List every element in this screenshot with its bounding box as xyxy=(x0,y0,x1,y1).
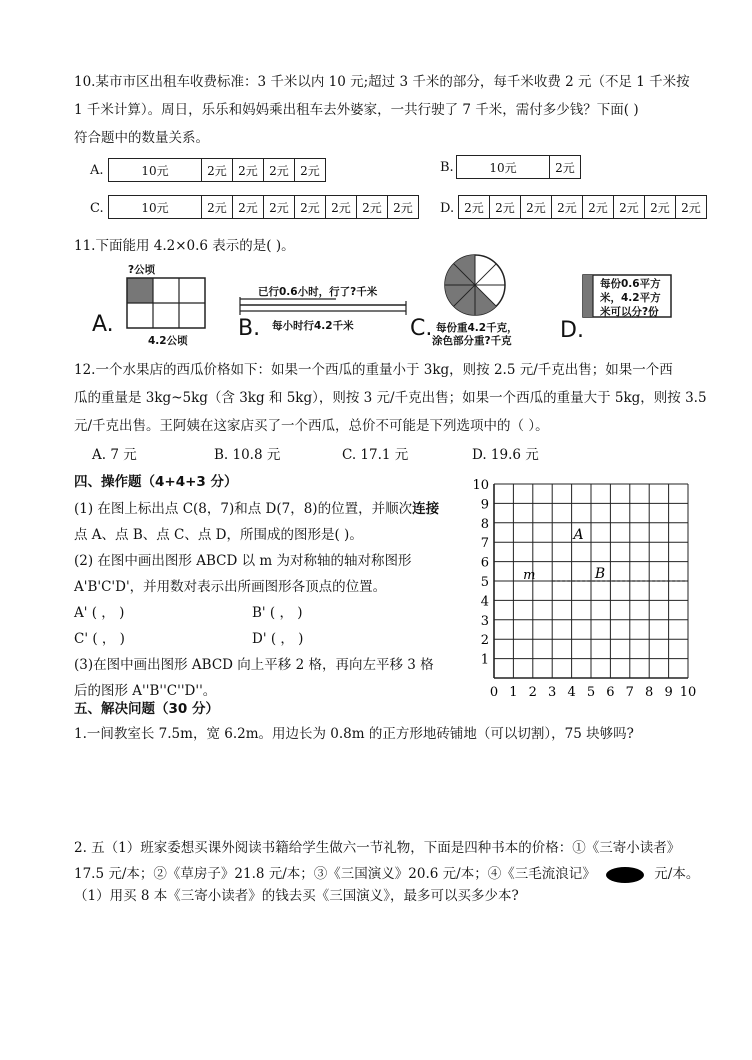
label-point-a: A xyxy=(573,527,584,544)
x-tick-label: 3 xyxy=(548,685,557,700)
coord-d-prime: D' ( ， ) xyxy=(252,631,304,647)
tape-segment-two: 2元 xyxy=(675,195,707,219)
q10-option-a-tape xyxy=(108,158,325,182)
y-tick-label: 9 xyxy=(480,497,489,513)
section-4-p1-line-b: 点 A、点 B、点 C、点 D，所围成的图形是( )。 xyxy=(74,527,363,543)
y-tick-label: 6 xyxy=(480,555,489,571)
q12-line-1: 12.一个水果店的西瓜价格如下：如果一个西瓜的重量小于 3kg，则按 2.5 元/千克出售；如果一个西 xyxy=(74,362,673,378)
x-tick-label: 1 xyxy=(509,685,518,700)
y-tick-label: 1 xyxy=(480,652,489,668)
section-5-title: 五、解决问题（30 分） xyxy=(74,701,219,717)
coordinate-grid xyxy=(472,478,710,708)
q11-a-bottom-label: 4.2公顷 xyxy=(148,335,188,347)
q11-b-letter: B. xyxy=(238,316,261,341)
q11-b-bottom-label: 每小时行4.2千米 xyxy=(272,320,354,332)
q11-c-label-2: 涂色部分重?千克 xyxy=(432,335,512,347)
y-tick-label: 8 xyxy=(480,516,489,532)
section-4-p1-bold: 连接 xyxy=(412,501,440,517)
x-tick-label: 6 xyxy=(606,685,615,700)
section-4-p3-line-b: 后的图形 A''B''C''D''。 xyxy=(74,683,217,699)
section-5-q2-line-2 xyxy=(74,862,699,883)
q12-option-a: A. 7 元 xyxy=(92,447,137,463)
q11-d-letter: D. xyxy=(560,318,584,343)
tape-segment-two: 2元 xyxy=(458,195,490,219)
q10-option-d-tape xyxy=(458,195,706,219)
tape-segment-two: 2元 xyxy=(356,195,388,219)
section-5-q2-line-2a: 17.5 元/本；②《草房子》21.8 元/本；③《三国演义》20.6 元/本；④《三毛流浪记》 xyxy=(74,866,596,882)
q10-option-d-letter: D. xyxy=(440,201,455,216)
tape-segment-two: 2元 xyxy=(294,195,326,219)
q11-c-letter: C. xyxy=(410,316,433,341)
q10-option-a-letter: A. xyxy=(90,163,104,178)
x-tick-label: 2 xyxy=(528,685,537,700)
tape-segment-two: 2元 xyxy=(201,158,233,182)
tape-segment-two: 2元 xyxy=(232,195,264,219)
tape-segment-two: 2元 xyxy=(232,158,264,182)
x-tick-label: 5 xyxy=(586,685,596,700)
q11-d-line-1: 每份0.6平方 xyxy=(600,278,661,290)
q12-option-c: C. 17.1 元 xyxy=(342,447,409,463)
section-5-q2-line-3: （1）用买 8 本《三寄小读者》的钱去买《三国演义》，最多可以买多少本? xyxy=(74,888,519,904)
tape-segment-two: 2元 xyxy=(520,195,552,219)
q10-line-2: 1 千米计算）。周日，乐乐和妈妈乘出租车去外婆家，一共行驶了 7 千米，需付多少钱？下面( ) xyxy=(74,102,639,118)
section-5-q1: 1.一间教室长 7.5m，宽 6.2m。用边长为 0.8m 的正方形地砖铺地（可以切割），75 块够吗? xyxy=(74,726,634,742)
q10-option-c-tape xyxy=(108,195,418,219)
q11-a-figure xyxy=(126,277,210,331)
tape-segment-two: 2元 xyxy=(549,155,581,179)
y-tick-label: 4 xyxy=(480,594,489,610)
y-tick-label: 5 xyxy=(480,575,489,590)
tape-segment-two: 2元 xyxy=(263,195,295,219)
x-tick-label: 10 xyxy=(679,685,697,700)
section-5-q2-line-2b: 元/本。 xyxy=(654,866,700,882)
x-tick-label: 7 xyxy=(625,685,634,700)
tape-segment-two: 2元 xyxy=(294,158,326,182)
y-tick-label: 7 xyxy=(480,536,489,552)
q11-b-top-label: 已行0.6小时，行了?千米 xyxy=(258,286,378,298)
y-tick-label: 3 xyxy=(480,613,489,629)
label-m: m xyxy=(523,568,536,583)
x-tick-label: 4 xyxy=(567,685,576,700)
section-4-p2-line-a: (2) 在图中画出图形 ABCD 以 m 为对称轴的轴对称图形 xyxy=(74,553,412,569)
q10-line-1: 10.某市市区出租车收费标准：3 千米以内 10 元;超过 3 千米的部分，每千米收费 2 元（不足 1 千米按 xyxy=(74,74,690,90)
x-tick-label: 9 xyxy=(664,685,673,700)
tape-segment-two: 2元 xyxy=(582,195,614,219)
tape-segment-two: 2元 xyxy=(201,195,233,219)
q10-option-b-letter: B. xyxy=(440,160,454,175)
q12-line-2: 瓜的重量是 3kg~5kg（含 3kg 和 5kg），则按 3 元/千克出售；如果一个西瓜的重量大于 5kg，则按 3.5 xyxy=(74,390,707,406)
q11-a-top-label: ?公顷 xyxy=(128,264,156,276)
x-tick-label: 8 xyxy=(645,685,654,700)
section-4-p3-line-a: (3)在图中画出图形 ABCD 向上平移 2 格，再向左平移 3 格 xyxy=(74,657,434,673)
coord-b-prime: B' ( ， ) xyxy=(252,605,303,621)
tape-segment-ten: 10元 xyxy=(108,195,202,219)
tape-segment-two: 2元 xyxy=(613,195,645,219)
q11-d-line-3: 米可以分?份 xyxy=(600,306,659,318)
tape-segment-ten: 10元 xyxy=(456,155,550,179)
coord-a-prime: A' ( ， ) xyxy=(74,605,125,621)
q10-line-3: 符合题中的数量关系。 xyxy=(74,130,209,146)
tape-segment-two: 2元 xyxy=(325,195,357,219)
y-tick-label: 2 xyxy=(480,633,489,649)
section-4-p1-line-a xyxy=(74,497,439,517)
tape-segment-two: 2元 xyxy=(551,195,583,219)
section-5-q2-line-1: 2. 五（1）班家委想买课外阅读书籍给学生做六一节礼物，下面是四种书本的价格：①《三寄小读者》 xyxy=(74,840,681,856)
q10-option-b-tape xyxy=(456,155,580,179)
tape-segment-ten: 10元 xyxy=(108,158,202,182)
q12-line-3: 元/千克出售。王阿姨在这家店买了一个西瓜，总价不可能是下列选项中的（ ）。 xyxy=(74,418,549,434)
q11-d-line-2: 米，4.2平方 xyxy=(600,292,661,304)
x-tick-label: 0 xyxy=(489,685,499,700)
ink-blot xyxy=(606,867,644,883)
q11-c-pie xyxy=(442,252,508,318)
tape-segment-two: 2元 xyxy=(489,195,521,219)
y-tick-label: 10 xyxy=(472,478,489,493)
label-point-b: B xyxy=(594,566,606,582)
tape-segment-two: 2元 xyxy=(387,195,419,219)
q11-c-label-1: 每份重4.2千克， xyxy=(436,322,518,334)
q11-b-figure xyxy=(236,295,416,317)
q11-stem: 11.下面能用 4.2×0.6 表示的是( )。 xyxy=(74,238,295,254)
section-4-p1-text: (1) 在图上标出点 C(8，7)和点 D(7，8)的位置，并顺次 xyxy=(74,501,413,517)
section-4-title: 四、操作题（4+4+3 分） xyxy=(74,474,238,490)
coord-c-prime: C' ( ， ) xyxy=(74,631,125,647)
q12-option-b: B. 10.8 元 xyxy=(214,447,281,463)
tape-segment-two: 2元 xyxy=(263,158,295,182)
q10-option-c-letter: C. xyxy=(90,201,104,216)
q11-a-letter: A. xyxy=(92,312,114,337)
tape-segment-two: 2元 xyxy=(644,195,676,219)
q12-option-d: D. 19.6 元 xyxy=(472,447,539,463)
section-4-p2-line-b: A'B'C'D'，并用数对表示出所画图形各顶点的位置。 xyxy=(74,579,387,595)
